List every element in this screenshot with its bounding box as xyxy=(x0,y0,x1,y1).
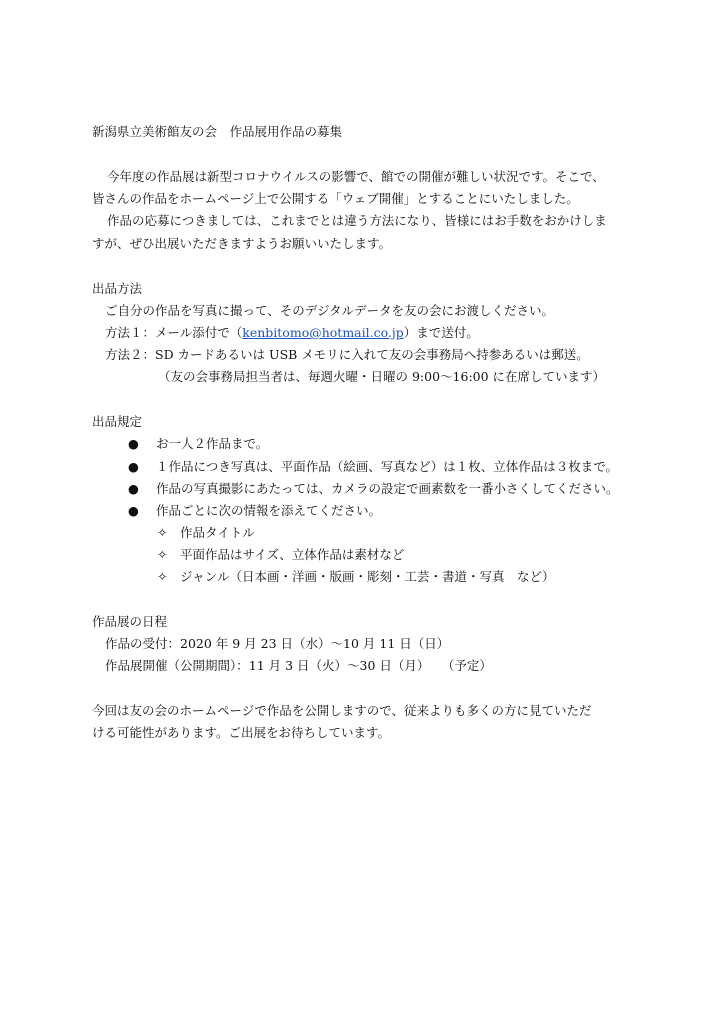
method-heading: 出品方法 xyxy=(92,281,143,296)
method-line-2-prefix: 方法１：メール添付で（ xyxy=(105,325,243,340)
intro-line-1: 今年度の作品展は新型コロナウイルスの影響で、館での開催が難しい状況です。そこで、 xyxy=(107,169,605,184)
bullet-icon: ● xyxy=(128,503,139,518)
bullet-icon: ● xyxy=(128,459,139,474)
intro-line-4: すが、ぜひ出展いただきますようお願いいたします。 xyxy=(92,236,392,251)
schedule-heading: 作品展の日程 xyxy=(92,614,168,629)
rule-subitem-1: 作品タイトル xyxy=(180,525,255,540)
method-line-2-suffix: ）まで送付。 xyxy=(403,325,479,340)
rule-subitem-2: 平面作品はサイズ、立体作品は素材など xyxy=(180,547,405,562)
method-line-2 xyxy=(105,325,479,341)
schedule-line-1: 作品の受付：2020 年 9 月 23 日（水）～10 月 11 日（日） xyxy=(105,636,450,651)
bullet-icon: ● xyxy=(128,436,139,451)
rule-item-1: お一人２作品まで。 xyxy=(156,436,269,451)
sub-bullet-icon: ✧ xyxy=(157,525,168,540)
method-line-3: 方法２：SD カードあるいは USB メモリに入れて友の会事務局へ持参あるいは郵送。 xyxy=(105,347,589,362)
bullet-icon: ● xyxy=(128,481,139,496)
schedule-line-2: 作品展開催（公開期間）：11 月 3 日（火）～30 日（月） （予定） xyxy=(105,658,492,673)
document-title: 新潟県立美術館友の会 作品展用作品の募集 xyxy=(92,124,343,139)
email-link[interactable]: kenbitomo@hotmail.co.jp xyxy=(242,325,404,340)
sub-bullet-icon: ✧ xyxy=(157,569,168,584)
rule-subitem-3: ジャンル（日本画・洋画・版画・彫刻・工芸・書道・写真 など） xyxy=(180,569,555,584)
rule-item-2: １作品につき写真は、平面作品（絵画、写真など）は１枚、立体作品は３枚まで。 xyxy=(156,459,619,474)
closing-line-2: ける可能性があります。ご出展をお待ちしています。 xyxy=(92,725,391,740)
method-line-4: （友の会事務局担当者は、毎週火曜・日曜の 9:00～16:00 に在席しています） xyxy=(158,369,606,384)
method-line-1: ご自分の作品を写真に撮って、そのデジタルデータを友の会にお渡しください。 xyxy=(105,303,555,318)
sub-bullet-icon: ✧ xyxy=(157,547,168,562)
intro-line-2: 皆さんの作品をホームページ上で公開する「ウェブ開催」とすることにいたしました。 xyxy=(92,191,579,206)
rule-item-3: 作品の写真撮影にあたっては、カメラの設定で画素数を一番小さくしてください。 xyxy=(156,481,619,496)
closing-line-1: 今回は友の会のホームページで作品を公開しますので、従来よりも多くの方に見ていただ xyxy=(92,703,592,718)
intro-line-3: 作品の応募につきましては、これまでとは違う方法になり、皆様にはお手数をおかけしま xyxy=(107,213,607,228)
rule-item-4: 作品ごとに次の情報を添えてください。 xyxy=(156,503,382,518)
rules-heading: 出品規定 xyxy=(92,414,143,429)
